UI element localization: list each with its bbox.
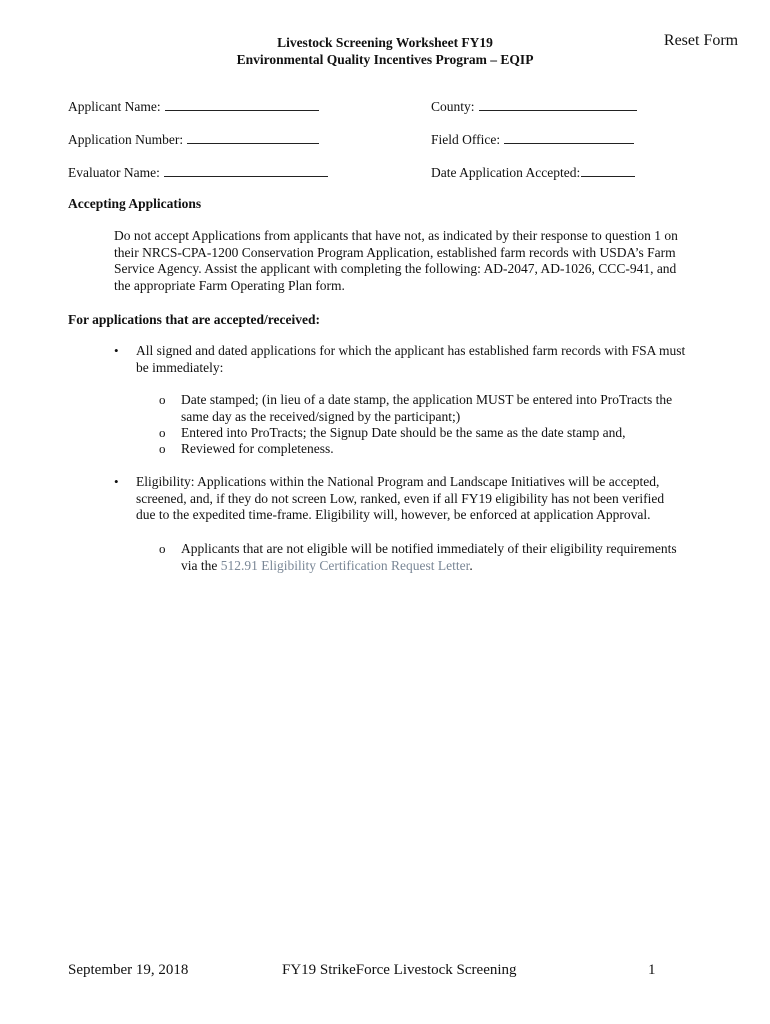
- applicant-name-row: [68, 96, 319, 116]
- county-label: County:: [431, 99, 475, 114]
- sub-item-entered-protracts: Entered into ProTracts; the Signup Date should be the same as the date stamp and,: [181, 425, 626, 440]
- bullet-marker: •: [114, 343, 119, 358]
- paragraph-line: Service Agency. Assist the applicant with completing the following: AD-2047, AD-1026, CCC-941, and: [114, 261, 677, 276]
- bullet-line: due to the expedited time-frame. Eligibility will, however, be enforced at application Approval.: [136, 507, 651, 522]
- footer-title: FY19 StrikeForce Livestock Screening: [282, 962, 517, 978]
- sub-bullet-marker: o: [159, 425, 166, 440]
- eligibility-letter-link[interactable]: 512.91 Eligibility Certification Request Letter: [220, 557, 470, 573]
- field-office-row: [431, 129, 634, 149]
- bullet-line: Eligibility: Applications within the National Program and Landscape Initiatives will be accepted,: [136, 474, 660, 489]
- sub-item-line: [181, 558, 721, 575]
- footer-date: September 19, 2018: [68, 962, 189, 978]
- sub-item-reviewed: Reviewed for completeness.: [181, 441, 334, 456]
- page-number: 1: [648, 962, 656, 978]
- paragraph-line: Do not accept Applications from applicants that have not, as indicated by their response to question 1 on: [114, 228, 678, 243]
- accepted-heading: For applications that are accepted/received:: [68, 312, 320, 327]
- county-row: [431, 96, 637, 116]
- county-field[interactable]: [479, 96, 637, 111]
- evaluator-name-label: Evaluator Name:: [68, 165, 160, 180]
- field-office-label: Field Office:: [431, 132, 501, 147]
- applicant-name-field[interactable]: [165, 96, 319, 111]
- accepting-applications-heading: Accepting Applications: [68, 196, 202, 211]
- accepting-paragraph: [114, 228, 714, 294]
- sub-bullet-marker: o: [159, 441, 166, 456]
- paragraph-line: the appropriate Farm Operating Plan form.: [114, 277, 345, 293]
- paragraph-line: their NRCS-CPA-1200 Conservation Program Application, established farm records with USDA’s Farm: [114, 244, 676, 260]
- bullet-eligibility: [136, 474, 721, 524]
- sub-item-line: same day as the received/signed by the participant;): [181, 408, 461, 424]
- sub-bullet-marker: o: [159, 541, 166, 556]
- application-number-field[interactable]: [187, 129, 319, 144]
- bullet-marker: •: [114, 474, 119, 489]
- sub-item-line: Applicants that are not eligible will be notified immediately of their eligibility requirements: [181, 541, 677, 556]
- bullet-line: All signed and dated applications for which the applicant has established farm records with FSA must: [136, 343, 686, 358]
- reset-form-button[interactable]: Reset Form: [654, 30, 748, 52]
- date-accepted-label: Date Application Accepted:: [431, 165, 581, 180]
- sub-bullet-marker: o: [159, 392, 166, 407]
- sub-item-date-stamped: [181, 392, 721, 425]
- date-accepted-field[interactable]: [581, 162, 635, 177]
- application-number-label: Application Number:: [68, 132, 184, 147]
- sub-item-line: Date stamped; (in lieu of a date stamp, the application MUST be entered into ProTracts the: [181, 392, 673, 407]
- sub-item-text: .: [469, 557, 473, 573]
- application-number-row: [68, 129, 319, 149]
- bullet-all-signed: [136, 343, 716, 376]
- sub-item-not-eligible: [181, 541, 721, 574]
- evaluator-name-field[interactable]: [164, 162, 328, 177]
- bullet-line: be immediately:: [136, 359, 224, 375]
- field-office-field[interactable]: [504, 129, 634, 144]
- document-title: Livestock Screening Worksheet FY19: [277, 35, 493, 50]
- date-accepted-row: [431, 162, 635, 182]
- document-subtitle: Environmental Quality Incentives Program – EQIP: [236, 52, 534, 67]
- bullet-line: screened, and, if they do not screen Low, ranked, even if all FY19 eligibility has not been verified: [136, 490, 665, 506]
- evaluator-name-row: [68, 162, 328, 182]
- sub-item-text: via the: [181, 557, 221, 573]
- applicant-name-label: Applicant Name:: [68, 99, 161, 114]
